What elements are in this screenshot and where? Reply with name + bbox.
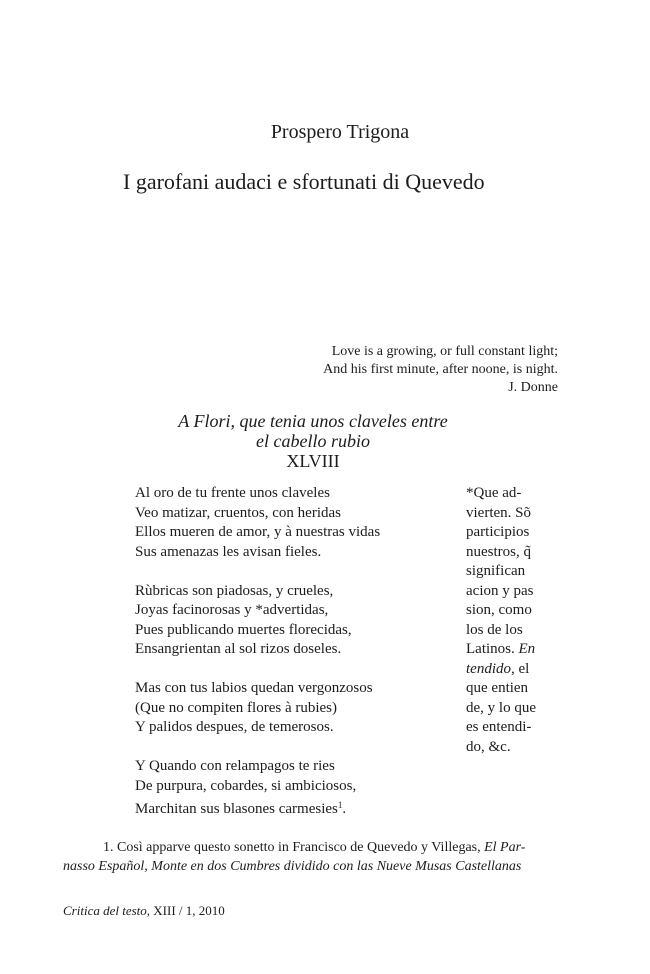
verse-line: Rùbricas son piadosas, y crueles, [135, 582, 334, 599]
verse-line: Sus amenazas les avisan fieles. [135, 543, 322, 560]
side-note-line: *Que ad- [466, 485, 522, 501]
poem-title-line: A Flori, que tenia unos claveles entre [178, 411, 448, 431]
poem-body [135, 484, 380, 820]
footnote-italic: El Par- [484, 840, 526, 855]
side-note-italic: tendido [466, 660, 511, 677]
poem-heading [0, 411, 626, 471]
poem-title-line: el cabello rubio [256, 431, 370, 451]
side-note-line: sion, como [466, 602, 532, 618]
stanza [135, 679, 380, 738]
footnote [63, 838, 557, 876]
verse-line: Y Quando con relampagos te ries [135, 758, 335, 774]
side-note [466, 484, 536, 757]
verse-period: . [342, 801, 347, 817]
verse-line: Veo matizar, cruentos, con heridas [135, 504, 341, 521]
page-footer [63, 903, 225, 919]
side-note-line: de, y lo que [466, 699, 536, 716]
verse-line: Joyas facinorosas y *advertidas, [135, 602, 329, 618]
verse-text: Marchitan sus blasones carmesies [135, 801, 338, 817]
side-note-line: los de los [466, 621, 523, 638]
verse-line: Pues publicando muertes florecidas, [135, 621, 352, 638]
side-note-line: participios [466, 524, 530, 540]
side-note-text: Latinos. [466, 641, 519, 657]
verse-line [135, 796, 380, 820]
epigraph [323, 343, 558, 397]
article-title: I garofani audaci e sfortunati di Quevedo [123, 169, 485, 194]
verse-line: Y palidos despues, de temerosos. [135, 719, 334, 735]
verse-line: Al oro de tu frente unos claveles [135, 485, 330, 501]
footnote-text: 1. Così apparve questo sonetto in Francisco de Quevedo y Villegas, [103, 840, 485, 855]
footnote-line [63, 838, 557, 857]
footnote-marker: 1 [337, 800, 343, 810]
verse-line: De purpura, cobardes, si ambiciosos, [135, 777, 357, 794]
verse-line: Ellos mueren de amor, y à nuestras vidas [135, 524, 381, 540]
epigraph-attribution: J. Donne [508, 380, 558, 395]
journal-name: Critica del testo [63, 903, 147, 918]
stanza [135, 582, 380, 660]
verse-line: (Que no compiten flores à rubies) [135, 699, 338, 716]
side-note-line [466, 660, 536, 680]
side-note-text: , el [511, 660, 530, 677]
side-note-line: significan [466, 563, 526, 579]
epigraph-line: Love is a growing, or full constant light; [331, 344, 558, 359]
footnote-line: nasso Español, Monte en dos Cumbres dividido con las Nueve Musas Castellanas [63, 859, 522, 874]
side-note-line: vierten. Sõ [466, 504, 531, 521]
side-note-line: es entendi- [466, 719, 532, 735]
stanza [135, 484, 380, 562]
side-note-line: do, &c. [466, 738, 511, 755]
side-note-line: que entien [466, 680, 529, 696]
poem-number: XLVIII [286, 451, 340, 471]
epigraph-line: And his first minute, after noone, is night. [323, 362, 558, 377]
side-note-italic: En [518, 641, 536, 657]
verse-line: Mas con tus labios quedan vergonzosos [135, 680, 373, 696]
journal-issue: , XIII / 1, 2010 [146, 903, 225, 918]
verse-line: Ensangrientan al sol rizos doseles. [135, 641, 342, 657]
stanza [135, 757, 380, 820]
side-note-line: acion y pas [466, 582, 534, 599]
side-note-line [466, 640, 536, 660]
side-note-line: nuestros, q̃ [466, 543, 531, 560]
author-name: Prospero Trigona [270, 121, 410, 143]
